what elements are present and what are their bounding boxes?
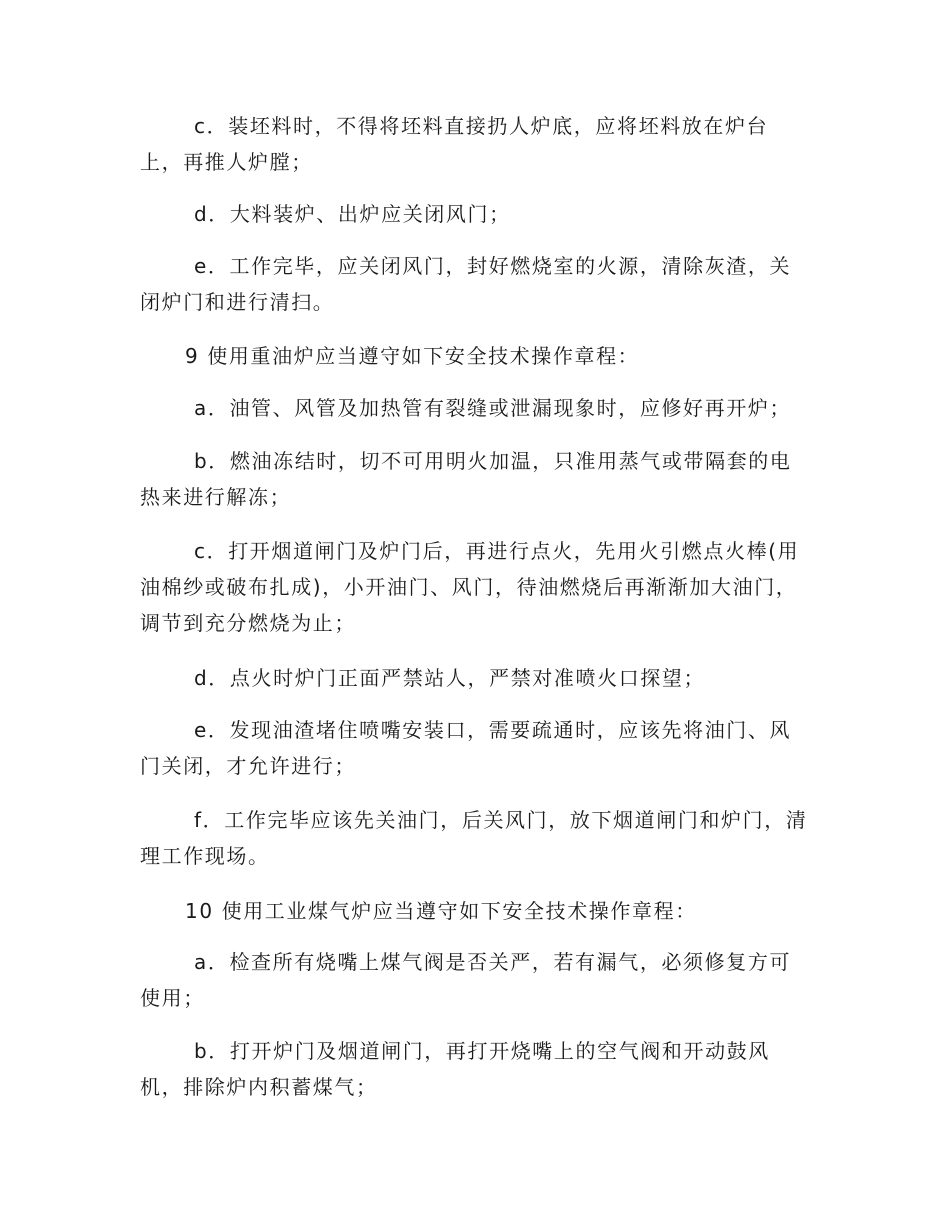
paragraph-a9-pipe-leak: a．油管、风管及加热管有裂缝或泄漏现象时，应修好再开炉； — [194, 396, 792, 420]
paragraph-d9-no-standing: d．点火时炉门正面严禁站人，严禁对准喷火口探望； — [194, 666, 706, 690]
paragraph-b9-thaw-oil: b．燃油冻结时，切不可用明火加温，只准用蒸气或带隔套的电热来进行解冻； — [140, 449, 792, 509]
paragraph-b10-purge-gas: b．打开炉门及烟道闸门，再打开烧嘴上的空气阀和开动鼓风机，排除炉内积蓄煤气； — [140, 1039, 770, 1099]
paragraph-e9-clear-nozzle: e．发现油渣堵住喷嘴安装口，需要疏通时，应该先将油门、风门关闭，才允许进行； — [140, 718, 792, 778]
paragraph-e-finish-work: e．工作完毕，应关闭风门，封好燃烧室的火源，清除灰渣，关闭炉门和进行清扫。 — [140, 254, 792, 314]
paragraph-c-load-billet: c．装坯料时，不得将坯料直接扔人炉底，应将坯料放在炉台上，再推人炉膛； — [140, 114, 769, 174]
paragraph-c9-ignition: c．打开烟道闸门及炉门后，再进行点火，先用火引燃点火棒(用油棉纱或破布扎成)，小开油门、风门，待油燃烧后再渐渐加大油门，调节到充分燃烧为止； — [140, 539, 800, 635]
paragraph-d-close-damper: d．大料装炉、出炉应关闭风门； — [194, 202, 511, 226]
section-heading-9: 9 使用重油炉应当遵守如下安全技术操作章程： — [185, 344, 640, 368]
section-heading-10: 10 使用工业煤气炉应当遵守如下安全技术操作章程： — [185, 899, 697, 923]
paragraph-a10-check-valves: a．检查所有烧嘴上煤气阀是否关严，若有漏气，必须修复方可使用； — [140, 950, 792, 1010]
paragraph-f9-shutdown: f．工作完毕应该先关油门，后关风门，放下烟道闸门和炉门，清理工作现场。 — [140, 808, 808, 868]
